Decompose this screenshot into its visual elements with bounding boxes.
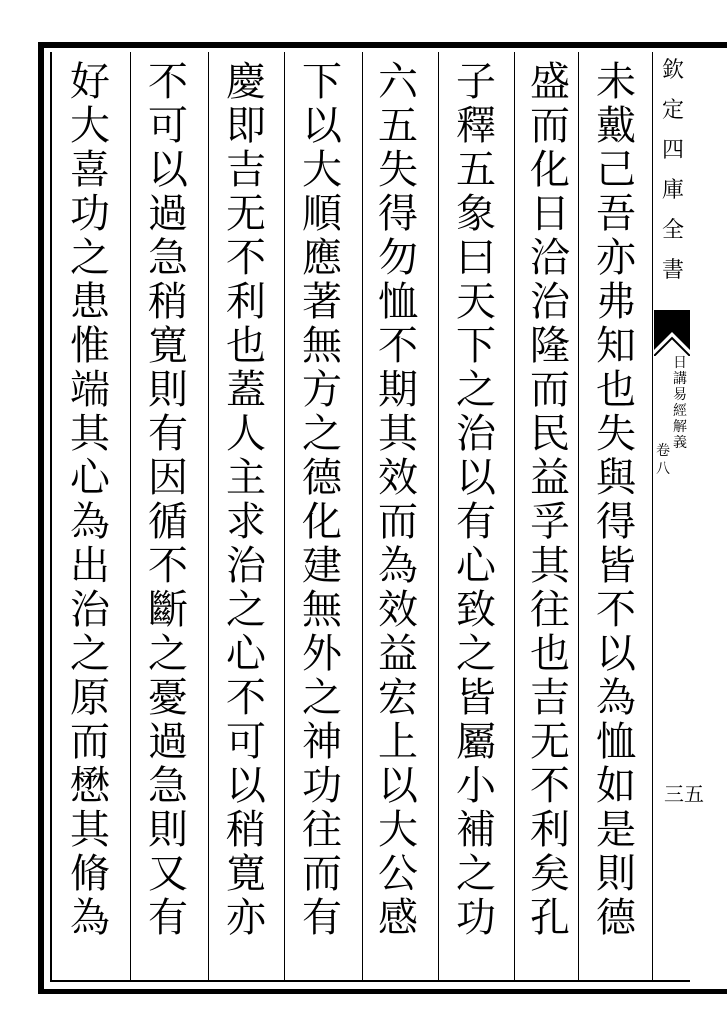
glyph: 无 bbox=[530, 719, 570, 765]
glyph: 即 bbox=[226, 103, 266, 149]
glyph: 心 bbox=[70, 455, 110, 501]
glyph: 稍 bbox=[148, 279, 188, 325]
text-column bbox=[290, 59, 354, 942]
glyph: 效 bbox=[378, 587, 418, 633]
glyph: 而 bbox=[302, 851, 342, 897]
glyph: 天 bbox=[456, 279, 496, 325]
margin-glyph: 解 bbox=[673, 419, 687, 435]
glyph: 化 bbox=[530, 147, 570, 193]
glyph: 應 bbox=[302, 235, 342, 281]
glyph: 不 bbox=[530, 763, 570, 809]
glyph: 喜 bbox=[70, 147, 110, 193]
glyph: 而 bbox=[378, 499, 418, 545]
glyph: 過 bbox=[148, 191, 188, 237]
glyph: 不 bbox=[226, 675, 266, 721]
glyph: 心 bbox=[456, 543, 496, 589]
glyph: 曰 bbox=[456, 235, 496, 281]
glyph: 循 bbox=[148, 499, 188, 545]
border-inner-left bbox=[50, 52, 52, 982]
glyph: 皆 bbox=[596, 543, 636, 589]
glyph: 神 bbox=[302, 719, 342, 765]
glyph: 失 bbox=[378, 147, 418, 193]
glyph: 孔 bbox=[530, 895, 570, 941]
column-rule bbox=[284, 52, 285, 980]
glyph: 與 bbox=[596, 455, 636, 501]
glyph: 之 bbox=[148, 631, 188, 677]
glyph: 吾 bbox=[596, 191, 636, 237]
glyph: 得 bbox=[596, 499, 636, 545]
glyph: 慶 bbox=[226, 59, 266, 105]
text-column bbox=[214, 59, 278, 942]
glyph: 之 bbox=[456, 367, 496, 413]
glyph: 未 bbox=[596, 59, 636, 105]
glyph: 端 bbox=[70, 367, 110, 413]
glyph: 以 bbox=[596, 631, 636, 677]
glyph: 是 bbox=[596, 807, 636, 853]
glyph: 化 bbox=[302, 499, 342, 545]
glyph: 原 bbox=[70, 675, 110, 721]
glyph: 以 bbox=[378, 763, 418, 809]
glyph: 以 bbox=[226, 763, 266, 809]
glyph: 蓋 bbox=[226, 367, 266, 413]
glyph: 之 bbox=[302, 675, 342, 721]
glyph: 其 bbox=[70, 807, 110, 853]
glyph: 不 bbox=[596, 587, 636, 633]
glyph: 其 bbox=[530, 543, 570, 589]
glyph: 利 bbox=[226, 279, 266, 325]
glyph: 建 bbox=[302, 543, 342, 589]
glyph: 宏 bbox=[378, 675, 418, 721]
glyph: 憂 bbox=[148, 675, 188, 721]
glyph: 稍 bbox=[226, 807, 266, 853]
book-title bbox=[658, 60, 688, 300]
glyph: 方 bbox=[302, 367, 342, 413]
text-column bbox=[518, 59, 582, 942]
glyph: 如 bbox=[596, 763, 636, 809]
glyph: 也 bbox=[226, 323, 266, 369]
glyph: 益 bbox=[530, 455, 570, 501]
glyph: 好 bbox=[70, 59, 110, 105]
glyph: 象 bbox=[456, 191, 496, 237]
glyph: 寛 bbox=[226, 851, 266, 897]
margin-glyph: 義 bbox=[673, 435, 687, 451]
glyph: 己 bbox=[596, 147, 636, 193]
glyph: 有 bbox=[302, 895, 342, 941]
glyph: 心 bbox=[226, 631, 266, 677]
glyph: 孚 bbox=[530, 499, 570, 545]
glyph: 可 bbox=[148, 103, 188, 149]
glyph: 吉 bbox=[530, 675, 570, 721]
glyph: 治 bbox=[226, 543, 266, 589]
glyph: 功 bbox=[456, 895, 496, 941]
glyph: 患 bbox=[70, 279, 110, 325]
glyph: 無 bbox=[302, 587, 342, 633]
glyph: 隆 bbox=[530, 323, 570, 369]
glyph: 勿 bbox=[378, 235, 418, 281]
glyph: 德 bbox=[596, 895, 636, 941]
text-column bbox=[58, 59, 122, 942]
glyph: 治 bbox=[456, 411, 496, 457]
glyph: 補 bbox=[456, 807, 496, 853]
glyph: 急 bbox=[148, 235, 188, 281]
glyph: 失 bbox=[596, 411, 636, 457]
glyph: 往 bbox=[530, 587, 570, 633]
margin-glyph: 書 bbox=[661, 258, 684, 283]
glyph: 恤 bbox=[596, 719, 636, 765]
text-column bbox=[136, 59, 200, 942]
glyph: 致 bbox=[456, 587, 496, 633]
glyph: 為 bbox=[378, 543, 418, 589]
glyph: 亦 bbox=[596, 235, 636, 281]
glyph: 求 bbox=[226, 499, 266, 545]
glyph: 六 bbox=[378, 59, 418, 105]
page-number: 三五 bbox=[664, 782, 704, 806]
glyph: 下 bbox=[456, 323, 496, 369]
glyph: 之 bbox=[226, 587, 266, 633]
glyph: 戴 bbox=[596, 103, 636, 149]
glyph: 以 bbox=[456, 455, 496, 501]
glyph: 為 bbox=[70, 499, 110, 545]
glyph: 不 bbox=[148, 543, 188, 589]
glyph: 人 bbox=[226, 411, 266, 457]
glyph: 下 bbox=[302, 59, 342, 105]
glyph: 為 bbox=[70, 895, 110, 941]
glyph: 寛 bbox=[148, 323, 188, 369]
glyph: 則 bbox=[596, 851, 636, 897]
glyph: 五 bbox=[456, 147, 496, 193]
glyph: 有 bbox=[148, 411, 188, 457]
glyph: 洽 bbox=[530, 235, 570, 281]
glyph: 之 bbox=[70, 235, 110, 281]
glyph: 不 bbox=[378, 323, 418, 369]
glyph: 也 bbox=[530, 631, 570, 677]
glyph: 之 bbox=[302, 411, 342, 457]
fish-tail-mark-icon bbox=[654, 310, 690, 356]
glyph: 上 bbox=[378, 719, 418, 765]
glyph: 小 bbox=[456, 763, 496, 809]
glyph: 吉 bbox=[226, 147, 266, 193]
glyph: 治 bbox=[530, 279, 570, 325]
border-inner-bottom bbox=[50, 980, 690, 982]
glyph: 感 bbox=[378, 895, 418, 941]
glyph: 主 bbox=[226, 455, 266, 501]
margin-glyph: 欽 bbox=[661, 58, 684, 83]
glyph: 亦 bbox=[226, 895, 266, 941]
glyph: 大 bbox=[378, 807, 418, 853]
glyph: 出 bbox=[70, 543, 110, 589]
glyph: 无 bbox=[226, 191, 266, 237]
glyph: 公 bbox=[378, 851, 418, 897]
glyph: 也 bbox=[596, 367, 636, 413]
glyph: 外 bbox=[302, 631, 342, 677]
glyph: 以 bbox=[302, 103, 342, 149]
glyph: 懋 bbox=[70, 763, 110, 809]
margin-glyph: 卷 bbox=[656, 443, 670, 459]
glyph: 矣 bbox=[530, 851, 570, 897]
column-rule bbox=[438, 52, 439, 980]
glyph: 德 bbox=[302, 455, 342, 501]
glyph: 往 bbox=[302, 807, 342, 853]
glyph: 功 bbox=[70, 191, 110, 237]
glyph: 有 bbox=[148, 895, 188, 941]
glyph: 五 bbox=[378, 103, 418, 149]
glyph: 之 bbox=[456, 631, 496, 677]
glyph: 大 bbox=[302, 147, 342, 193]
glyph: 治 bbox=[70, 587, 110, 633]
column-rule bbox=[208, 52, 209, 980]
text-column bbox=[584, 59, 648, 942]
glyph: 其 bbox=[70, 411, 110, 457]
glyph: 而 bbox=[530, 367, 570, 413]
margin-glyph: 全 bbox=[661, 218, 684, 243]
margin-glyph: 定 bbox=[661, 98, 684, 123]
glyph: 功 bbox=[302, 763, 342, 809]
margin-glyph: 庫 bbox=[661, 178, 684, 203]
glyph: 則 bbox=[148, 807, 188, 853]
margin-glyph: 易 bbox=[673, 387, 687, 403]
glyph: 利 bbox=[530, 807, 570, 853]
glyph: 以 bbox=[148, 147, 188, 193]
glyph: 急 bbox=[148, 763, 188, 809]
glyph: 弗 bbox=[596, 279, 636, 325]
glyph: 無 bbox=[302, 323, 342, 369]
margin-glyph: 八 bbox=[656, 461, 670, 477]
glyph: 不 bbox=[148, 59, 188, 105]
glyph: 之 bbox=[70, 631, 110, 677]
glyph: 知 bbox=[596, 323, 636, 369]
glyph: 恤 bbox=[378, 279, 418, 325]
glyph: 順 bbox=[302, 191, 342, 237]
glyph: 為 bbox=[596, 675, 636, 721]
glyph: 期 bbox=[378, 367, 418, 413]
glyph: 不 bbox=[226, 235, 266, 281]
glyph: 盛 bbox=[530, 59, 570, 105]
glyph: 日 bbox=[530, 191, 570, 237]
glyph: 著 bbox=[302, 279, 342, 325]
glyph: 皆 bbox=[456, 675, 496, 721]
column-rule bbox=[130, 52, 131, 980]
margin-glyph: 四 bbox=[661, 138, 684, 163]
glyph: 子 bbox=[456, 59, 496, 105]
glyph: 可 bbox=[226, 719, 266, 765]
book-subtitle bbox=[673, 356, 687, 452]
glyph: 釋 bbox=[456, 103, 496, 149]
glyph: 因 bbox=[148, 455, 188, 501]
glyph: 過 bbox=[148, 719, 188, 765]
glyph: 而 bbox=[530, 103, 570, 149]
glyph: 而 bbox=[70, 719, 110, 765]
glyph: 其 bbox=[378, 411, 418, 457]
glyph: 效 bbox=[378, 455, 418, 501]
glyph: 大 bbox=[70, 103, 110, 149]
glyph: 屬 bbox=[456, 719, 496, 765]
glyph: 之 bbox=[456, 851, 496, 897]
glyph: 惟 bbox=[70, 323, 110, 369]
glyph: 得 bbox=[378, 191, 418, 237]
glyph: 有 bbox=[456, 499, 496, 545]
text-column bbox=[366, 59, 430, 942]
margin-glyph: 日 bbox=[673, 355, 687, 371]
margin-glyph: 經 bbox=[673, 403, 687, 419]
column-rule bbox=[514, 52, 515, 980]
glyph: 益 bbox=[378, 631, 418, 677]
glyph: 斷 bbox=[148, 587, 188, 633]
volume-label bbox=[656, 444, 670, 480]
glyph: 則 bbox=[148, 367, 188, 413]
text-column bbox=[444, 59, 508, 942]
column-rule bbox=[362, 52, 363, 980]
glyph: 又 bbox=[148, 851, 188, 897]
glyph: 民 bbox=[530, 411, 570, 457]
glyph: 脩 bbox=[70, 851, 110, 897]
margin-glyph: 講 bbox=[673, 371, 687, 387]
